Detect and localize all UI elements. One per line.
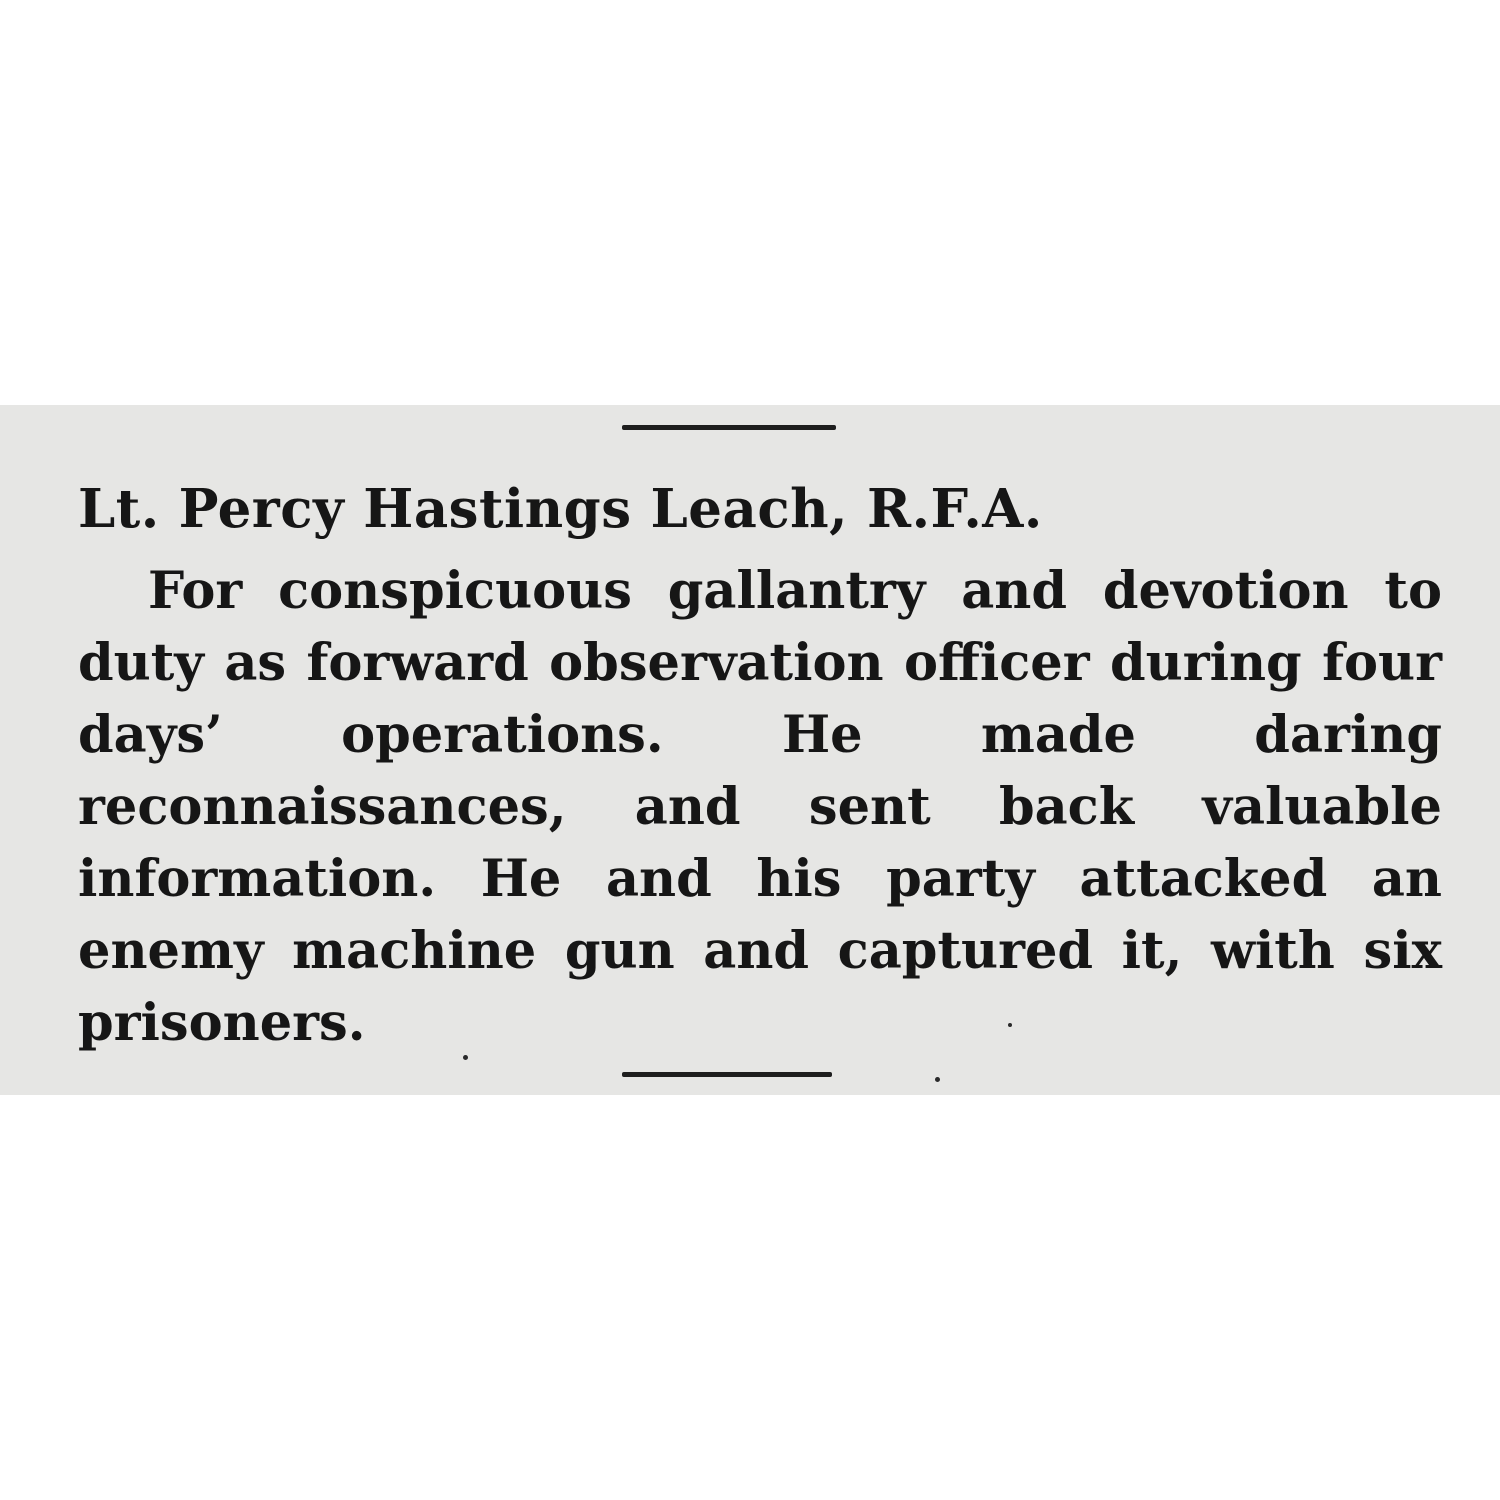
ink-speck: [463, 1055, 468, 1060]
bottom-rule-divider: [622, 1072, 832, 1077]
citation-body: For conspicuous gallantry and devotion to duty as forward observation officer during four days’ operations. He made daring reconnaissances, and sent back valuable information. He and his party attacked an enemy machine gun and captured it, with six prisoners.: [78, 561, 1442, 1053]
citation-heading: Lt. Percy Hastings Leach, R.F.A.: [78, 478, 1043, 540]
top-rule-divider: [622, 425, 836, 430]
newspaper-clipping: [0, 405, 1500, 1095]
ink-speck: [1008, 1023, 1012, 1027]
ink-speck: [935, 1077, 940, 1082]
